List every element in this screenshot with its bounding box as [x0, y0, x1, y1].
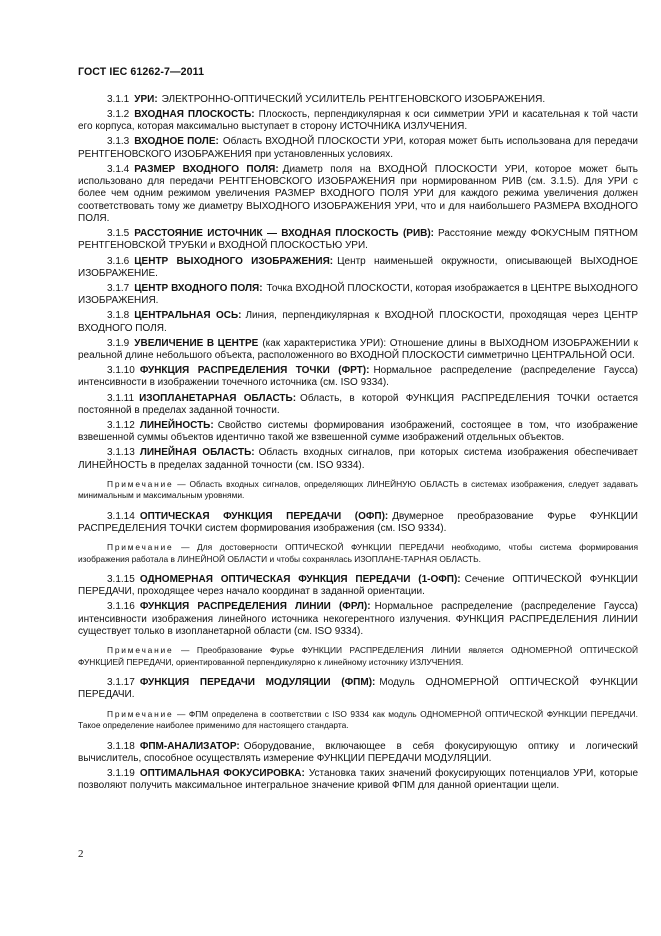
- definition-text: Нормальное распределение (распределение Гаусса) интенсивности в изображении точечного источника (см. ISO 9334).: [78, 365, 638, 389]
- note-text: — Область входных сигналов, определяющих ЛИНЕЙНУЮ ОБЛАСТЬ в системах изображения, следует задавать минимальным и максимальным уровнями.: [78, 478, 638, 501]
- note-label: Примечание: [107, 708, 174, 719]
- definition-item: [78, 768, 638, 793]
- clause-number: 3.1.11: [107, 392, 135, 404]
- clause-number: 3.1.16: [107, 601, 135, 613]
- defined-term: РАЗМЕР ВХОДНОГО ПОЛЯ:: [134, 163, 279, 175]
- defined-term: ОПТИЧЕСКАЯ ФУНКЦИЯ ПЕРЕДАЧИ (ОФП):: [139, 510, 389, 522]
- clause-number: 3.1.3: [107, 136, 130, 148]
- definition-text: (как характеристика УРИ): Отношение длины в ВЫХОДНОМ ИЗОБРАЖЕНИИ к реальной длине небольшого объекта, расположенного во ВХОДНОЙ ПЛОСКОСТИ симметрично ЦЕНТРАЛЬНОЙ ОСИ.: [78, 337, 639, 362]
- note-text: — Для достоверности ОПТИЧЕСКОЙ ФУНКЦИИ ПЕРЕДАЧИ необходимо, чтобы система формирования изображения работала в ЛИНЕЙНОЙ ОБЛАСТИ и чтобы сохранялась ИЗОПЛАНЕ-ТАРНАЯ ОБЛАСТЬ.: [78, 542, 638, 564]
- definition-text: Линия, перпендикулярная к ВХОДНОЙ ПЛОСКОСТИ, проходящая через ЦЕНТР ВХОДНОГО ПОЛЯ.: [78, 310, 638, 334]
- defined-term: ОДНОМЕРНАЯ ОПТИЧЕСКАЯ ФУНКЦИЯ ПЕРЕДАЧИ (1-ОФП):: [139, 574, 461, 586]
- defined-term: УРИ:: [134, 94, 158, 105]
- clause-number: 3.1.5: [107, 228, 130, 240]
- defined-term: ИЗОПЛАНЕТАРНАЯ ОБЛАСТЬ:: [139, 392, 297, 404]
- clause-number: 3.1.1: [107, 94, 130, 105]
- clause-number: 3.1.4: [107, 163, 130, 175]
- definition-text: Область, в которой ФУНКЦИЯ РАСПРЕДЕЛЕНИЯ ТОЧКИ остается постоянной в пределах заданной точности.: [78, 392, 638, 416]
- clause-number: 3.1.15: [107, 574, 135, 586]
- definition-item: [78, 283, 638, 308]
- clause-number: 3.1.7: [107, 282, 130, 294]
- definition-item: [78, 310, 638, 335]
- note: [78, 709, 638, 732]
- clause-number: 3.1.10: [107, 365, 135, 377]
- note-label: Примечание: [107, 645, 174, 656]
- clause-number: 3.1.9: [107, 337, 130, 349]
- defined-term: ФУНКЦИЯ РАСПРЕДЕЛЕНИЯ ЛИНИИ (ФРЛ):: [139, 601, 371, 613]
- definition-text: Диаметр поля на ВХОДНОЙ ПЛОСКОСТИ УРИ, которое может быть использовано для передачи РЕНТГЕНОВСКОГО ИЗОБРАЖЕНИЯ при нормированном РИВ (см. 3.1.5). Для УРИ с более чем одним режимом увеличения РАЗМЕР ВХОДНОГО ПОЛЯ УРИ для каждого режима увеличения должен соответствовать тому же диаметру ВЫХОДНОГО ИЗОБРАЖЕНИЯ УРИ, что и для наибольшего РАЗМЕРА ВХОДНОГО ПОЛЯ.: [78, 163, 639, 225]
- defined-term: ЛИНЕЙНОСТЬ:: [139, 419, 214, 431]
- defined-term: УВЕЛИЧЕНИЕ В ЦЕНТРЕ: [134, 337, 259, 349]
- document-body: [78, 94, 638, 795]
- defined-term: ФУНКЦИЯ ПЕРЕДАЧИ МОДУЛЯЦИИ (ФПМ):: [139, 677, 376, 689]
- definition-item: [78, 365, 638, 390]
- defined-term: ВХОДНАЯ ПЛОСКОСТЬ:: [134, 109, 255, 121]
- definition-text: Плоскость, перпендикулярная к оси симметрии УРИ и касательная к той части его корпуса, которая максимально выступает в сторону ИСТОЧНИКА ИЗЛУЧЕНИЯ.: [78, 109, 638, 133]
- definition-text: Расстояние между ФОКУСНЫМ ПЯТНОМ РЕНТГЕНОВСКОЙ ТРУБКИ и ВХОДНОЙ ПЛОСКОСТЬЮ УРИ.: [78, 228, 638, 252]
- clause-number: 3.1.17: [107, 677, 135, 689]
- clause-number: 3.1.8: [107, 310, 130, 322]
- note-text: — ФПМ определена в соответствии с ISO 9334 как модуль ОДНОМЕРНОЙ ОПТИЧЕСКОЙ ФУНКЦИИ ПЕРЕДАЧИ. Такое определение наиболее применимо для настоящего стандарта.: [78, 708, 638, 731]
- definition-text: Нормальное распределение (распределение Гаусса) интенсивности изображения линейного источника некогерентного излучения. ФУНКЦИЯ РАСПРЕДЕЛЕНИЯ ЛИНИИ существует только в изопланетарной области (см. ISO 9334).: [78, 601, 638, 638]
- note-label: Примечание: [107, 478, 174, 489]
- clause-number: 3.1.14: [107, 510, 135, 522]
- clause-number: 3.1.2: [107, 109, 130, 121]
- definition-item: [78, 741, 638, 766]
- clause-number: 3.1.19: [107, 767, 135, 779]
- defined-term: ЦЕНТРАЛЬНАЯ ОСЬ:: [134, 310, 242, 322]
- definition-text: Двумерное преобразование Фурье ФУНКЦИИ РАСПРЕДЕЛЕНИЯ ТОЧКИ систем формирования изображения (см. ISO 9334).: [78, 510, 638, 534]
- clause-number: 3.1.6: [107, 255, 130, 267]
- definition-item: [78, 574, 638, 599]
- definition-text: Область входных сигналов, при которых система изображения обеспечивает ЛИНЕЙНОСТЬ в пределах заданной точности (см. ISO 9334).: [78, 447, 638, 471]
- defined-term: ВХОДНОЕ ПОЛЕ:: [134, 136, 219, 148]
- definition-item: [78, 256, 638, 281]
- defined-term: ФПМ-АНАЛИЗАТОР:: [139, 740, 240, 752]
- defined-term: ЦЕНТР ВХОДНОГО ПОЛЯ:: [134, 282, 263, 294]
- definition-text: Установка таких значений фокусирующих потенциалов УРИ, которые позволяют получить максимальное интегральное значение кривой ФПМ для данной ориентации щели.: [78, 767, 639, 792]
- definition-item: [78, 393, 638, 418]
- clause-number: 3.1.12: [107, 419, 135, 431]
- definition-item: [78, 420, 638, 445]
- definition-text: ЭЛЕКТРОННО-ОПТИЧЕСКИЙ УСИЛИТЕЛЬ РЕНТГЕНОВСКОГО ИЗОБРАЖЕНИЯ.: [161, 94, 546, 105]
- definition-text: Сечение ОПТИЧЕСКОЙ ФУНКЦИИ ПЕРЕДАЧИ, проходящее через начало координат в заданной ориентации.: [78, 574, 638, 598]
- clause-number: 3.1.18: [107, 740, 135, 752]
- clause-number: 3.1.13: [107, 447, 135, 459]
- defined-term: ОПТИМАЛЬНАЯ ФОКУСИРОВКА:: [139, 767, 305, 779]
- definition-item: [78, 94, 638, 106]
- definition-item: [78, 164, 638, 225]
- note: [78, 479, 638, 502]
- definition-item: [78, 109, 638, 134]
- definition-text: Точка ВХОДНОЙ ПЛОСКОСТИ, которая изображается в ЦЕНТРЕ ВЫХОДНОГО ИЗОБРАЖЕНИЯ.: [78, 282, 638, 307]
- page-number: 2: [78, 848, 84, 860]
- defined-term: ЦЕНТР ВЫХОДНОГО ИЗОБРАЖЕНИЯ:: [134, 255, 334, 267]
- definition-text: Оборудование, включающее в себя фокусирующую оптику и логический вычислитель, способное осуществлять измерение ФУНКЦИИ ПЕРЕДАЧИ МОДУЛЯЦИИ.: [78, 740, 638, 764]
- defined-term: РАССТОЯНИЕ ИСТОЧНИК — ВХОДНАЯ ПЛОСКОСТЬ (РИВ):: [134, 228, 435, 240]
- note: [78, 542, 638, 565]
- definition-text: Модуль ОДНОМЕРНОЙ ОПТИЧЕСКОЙ ФУНКЦИИ ПЕРЕДАЧИ.: [78, 677, 638, 701]
- page-header: ГОСТ IEC 61262-7—2011: [78, 66, 205, 78]
- note-label: Примечание: [107, 542, 174, 553]
- definition-item: [78, 601, 638, 638]
- definition-item: [78, 677, 638, 702]
- definition-item: [78, 228, 638, 253]
- definition-item: [78, 136, 638, 161]
- definition-text: Центр наименьшей окружности, описывающей ВЫХОДНОЕ ИЗОБРАЖЕНИЕ.: [78, 255, 638, 279]
- definition-item: [78, 511, 638, 536]
- definition-text: Свойство системы формирования изображений, состоящее в том, что изображение взвешенной суммы объектов идентично такой же взвешенной сумме изображений отдельных объектов.: [78, 419, 638, 444]
- definition-item: [78, 447, 638, 472]
- definition-text: Область ВХОДНОЙ ПЛОСКОСТИ УРИ, которая может быть использована для передачи РЕНТГЕНОВСКОГО ИЗОБРАЖЕНИЯ при установленных условиях.: [78, 136, 638, 160]
- note-text: — Преобразование Фурье ФУНКЦИИ РАСПРЕДЕЛЕНИЯ ЛИНИИ является ОДНОМЕРНОЙ ОПТИЧЕСКОЙ ФУНКЦИЕЙ ПЕРЕДАЧИ, ориентированной перпендикулярно к линейному источнику ИЗЛУЧЕНИЯ.: [78, 645, 638, 667]
- note: [78, 645, 638, 668]
- defined-term: ФУНКЦИЯ РАСПРЕДЕЛЕНИЯ ТОЧКИ (ФРТ):: [139, 365, 370, 377]
- definition-item: [78, 338, 638, 363]
- defined-term: ЛИНЕЙНАЯ ОБЛАСТЬ:: [139, 447, 255, 459]
